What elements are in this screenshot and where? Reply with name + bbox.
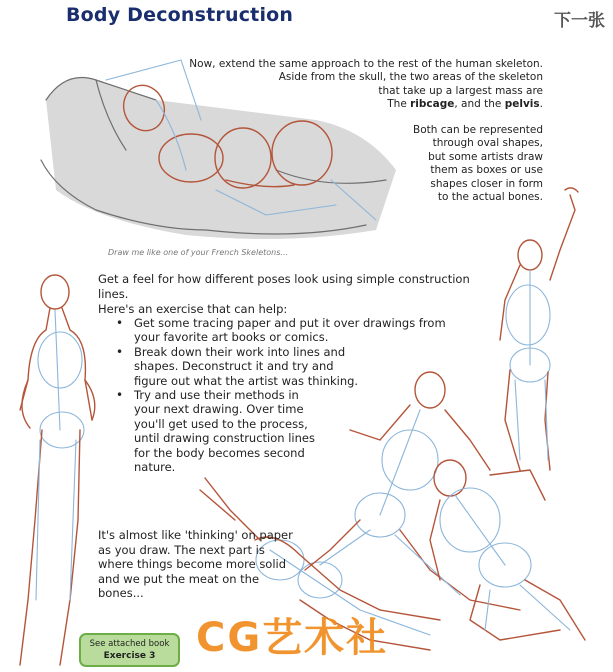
paragraph-line: Aside from the skull, the two areas of the skeleton	[278, 71, 543, 84]
paragraph-line	[183, 98, 543, 111]
book-badge-exercise: Exercise 3	[103, 651, 156, 661]
list-item: • Try and use their methods in your next drawing. Over time you'll get used to the process, until drawing construction lines for the body becomes second nature.	[114, 388, 324, 474]
text-span: , and the	[454, 98, 505, 111]
kneeling-figure-right	[430, 460, 585, 640]
next-page-link[interactable]: 下一张	[554, 11, 605, 31]
list-item: • Get some tracing paper and put it over drawings from your favorite art books or comics.	[114, 316, 474, 345]
pelvis-term: pelvis	[504, 98, 540, 111]
skeleton-paragraph	[183, 58, 543, 112]
intro-line: Here's an exercise that can help:	[98, 302, 288, 316]
watermark-logo: CG艺术社	[196, 615, 389, 661]
standing-figure	[20, 275, 95, 665]
intro-line: Get a feel for how different poses look using simple construction lines.	[98, 272, 470, 301]
sketch-caption: Draw me like one of your French Skeletons...	[108, 248, 289, 257]
paragraph-line: shapes closer in form	[430, 177, 543, 190]
paragraph-line: but some artists draw	[428, 150, 543, 163]
list-item: • Break down their work into lines and shapes. Deconstruct it and try and figure out what the artist was thinking.	[114, 345, 364, 388]
paragraph-line: that take up a largest mass are	[378, 84, 543, 97]
page-title: Body Deconstruction	[66, 4, 294, 26]
exercise-steps-list	[114, 316, 484, 474]
closing-paragraph: It's almost like 'thinking' on paper as you draw. The next part is where things become more solid and we put the meat on the bones...	[98, 528, 293, 601]
paragraph-line: to the actual bones.	[437, 191, 543, 204]
book-badge-line: See attached book	[89, 639, 170, 649]
attached-book-badge[interactable]	[79, 633, 180, 667]
ribcage-term: ribcage	[410, 98, 455, 111]
paragraph-line: Now, extend the same approach to the rest of the human skeleton.	[189, 58, 543, 70]
exercise-intro	[98, 272, 498, 317]
paragraph-line: Both can be represented	[413, 124, 543, 136]
paragraph-line: through oval shapes,	[432, 137, 543, 150]
paragraph-line: them as boxes or use	[430, 164, 543, 177]
text-span: .	[539, 98, 543, 111]
reaching-figure	[500, 188, 578, 470]
text-span: The	[387, 98, 411, 111]
